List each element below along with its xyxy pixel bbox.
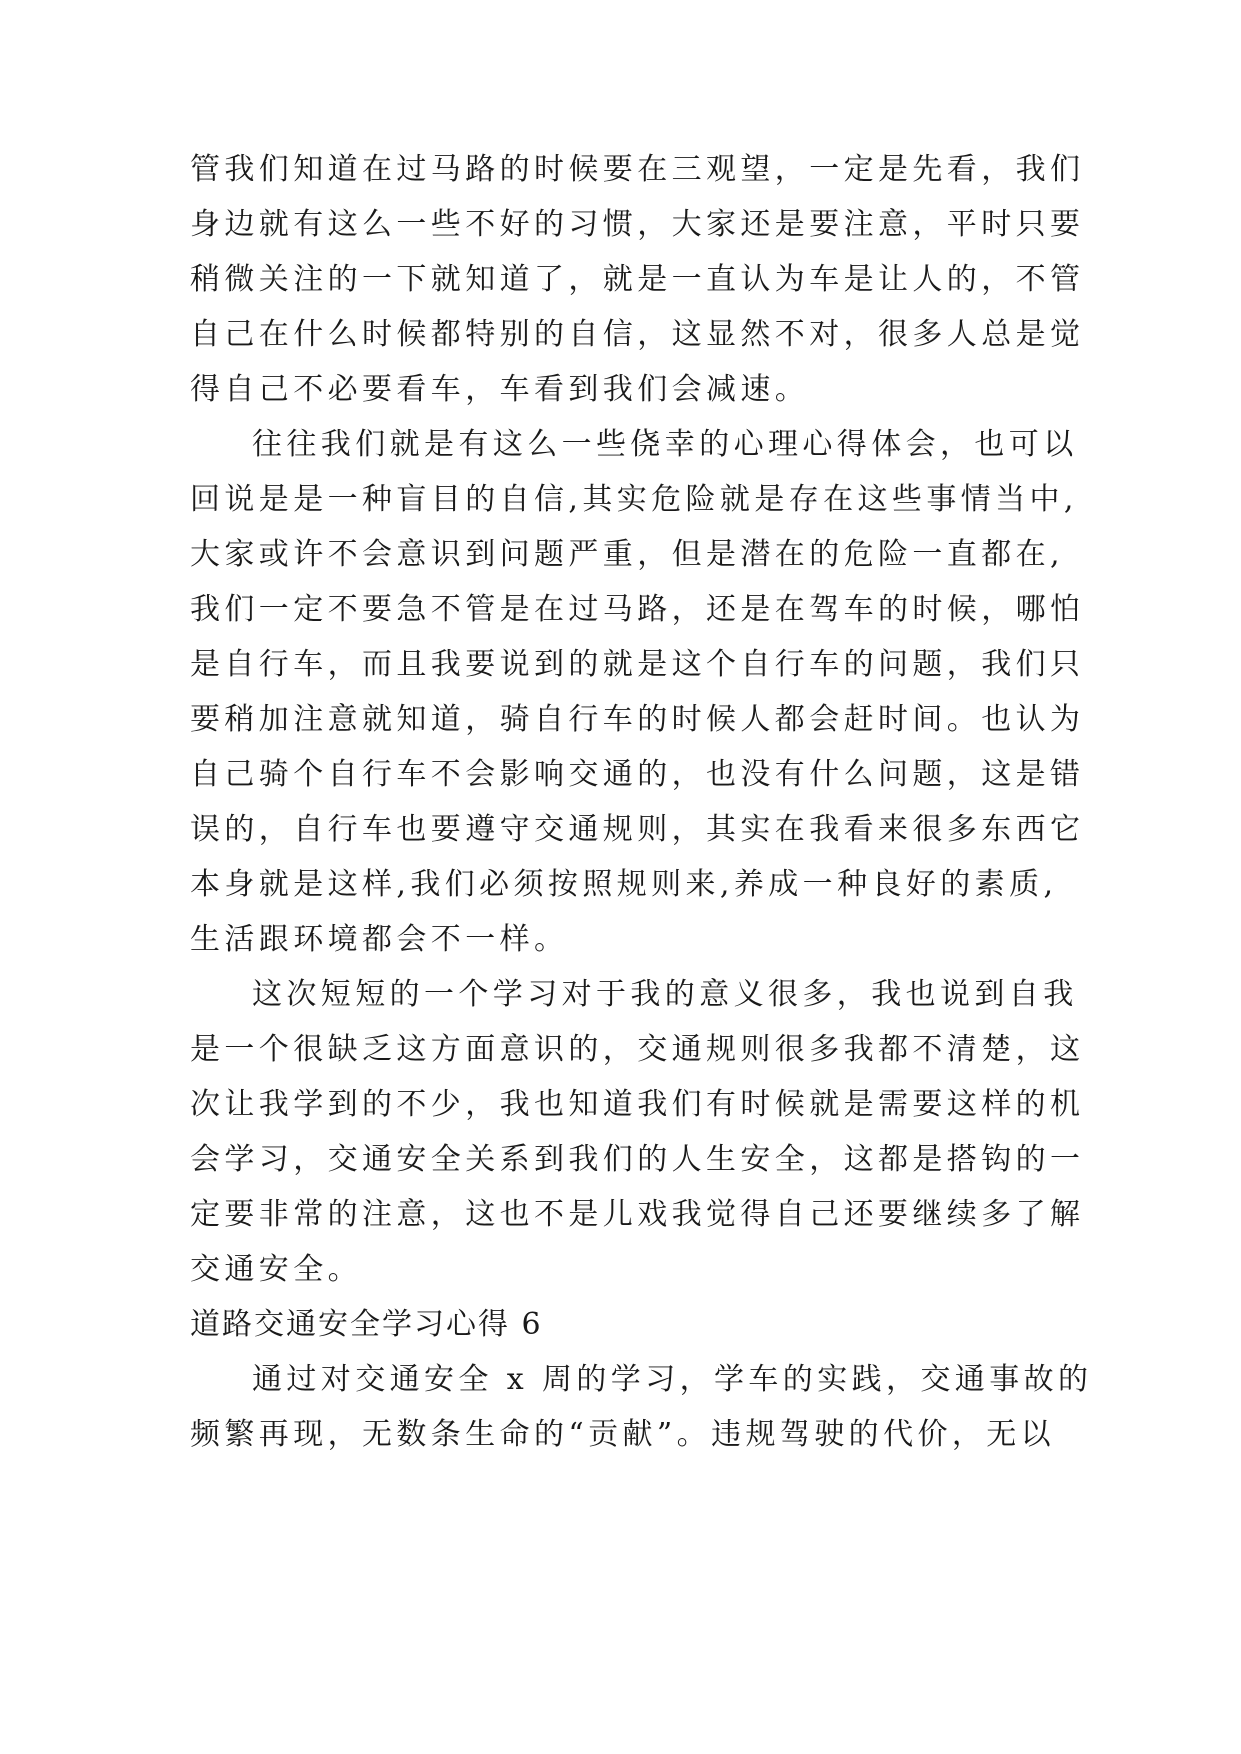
- paragraph-3-line: 交通安全。: [190, 1252, 362, 1287]
- paragraph-1-line: 得自己不必要看车，车看到我们会减速。: [190, 372, 810, 407]
- paragraph-2-line: 自己骑个自行车不会影响交通的，也没有什么问题，这是错: [190, 757, 1085, 792]
- paragraph-3-line: 定要非常的注意，这也不是儿戏我觉得自己还要继续多了解: [190, 1197, 1085, 1232]
- paragraph-3-line: 这次短短的一个学习对于我的意义很多，我也说到自我: [252, 977, 1078, 1012]
- paragraph-3-line: 次让我学到的不少，我也知道我们有时候就是需要这样的机: [190, 1087, 1085, 1122]
- paragraph-1-line: 身边就有这么一些不好的习惯，大家还是要注意，平时只要: [190, 207, 1085, 242]
- paragraph-1-line: 自己在什么时候都特别的自信，这显然不对，很多人总是觉: [190, 317, 1085, 352]
- paragraph-2-line: 往往我们就是有这么一些侥幸的心理心得体会，也可以: [252, 427, 1078, 462]
- paragraph-2-line: 要稍加注意就知道，骑自行车的时候人都会赶时间。也认为: [190, 702, 1085, 737]
- paragraph-2-line: 我们一定不要急不管是在过马路，还是在驾车的时候，哪怕: [190, 592, 1085, 627]
- paragraph-1-line: 稍微关注的一下就知道了，就是一直认为车是让人的，不管: [190, 262, 1085, 297]
- paragraph-2-line: 是自行车，而且我要说到的就是这个自行车的问题，我们只: [190, 647, 1085, 682]
- paragraph-3-line: 是一个很缺乏这方面意识的，交通规则很多我都不清楚，这: [190, 1032, 1085, 1067]
- paragraph-2-line: 生活跟环境都会不一样。: [190, 922, 569, 957]
- section-heading: 道路交通安全学习心得 6: [190, 1307, 543, 1342]
- paragraph-1-line: 管我们知道在过马路的时候要在三观望，一定是先看，我们: [190, 152, 1085, 187]
- paragraph-2-line: 大家或许不会意识到问题严重，但是潜在的危险一直都在,: [190, 537, 1064, 572]
- paragraph-2-line: 本身就是这样,我们必须按照规则来,养成一种良好的素质,: [190, 867, 1058, 902]
- paragraph-4-line: 频繁再现，无数条生命的“贡献”。违规驾驶的代价，无以: [190, 1417, 1056, 1452]
- paragraph-2-line: 误的，自行车也要遵守交通规则，其实在我看来很多东西它: [190, 812, 1085, 847]
- paragraph-3-line: 会学习，交通安全关系到我们的人生安全，这都是搭钩的一: [190, 1142, 1085, 1177]
- paragraph-4-line: 通过对交通安全 x 周的学习，学车的实践，交通事故的: [252, 1362, 1093, 1397]
- paragraph-2-line: 回说是是一种盲目的自信,其实危险就是存在这些事情当中,: [190, 482, 1078, 517]
